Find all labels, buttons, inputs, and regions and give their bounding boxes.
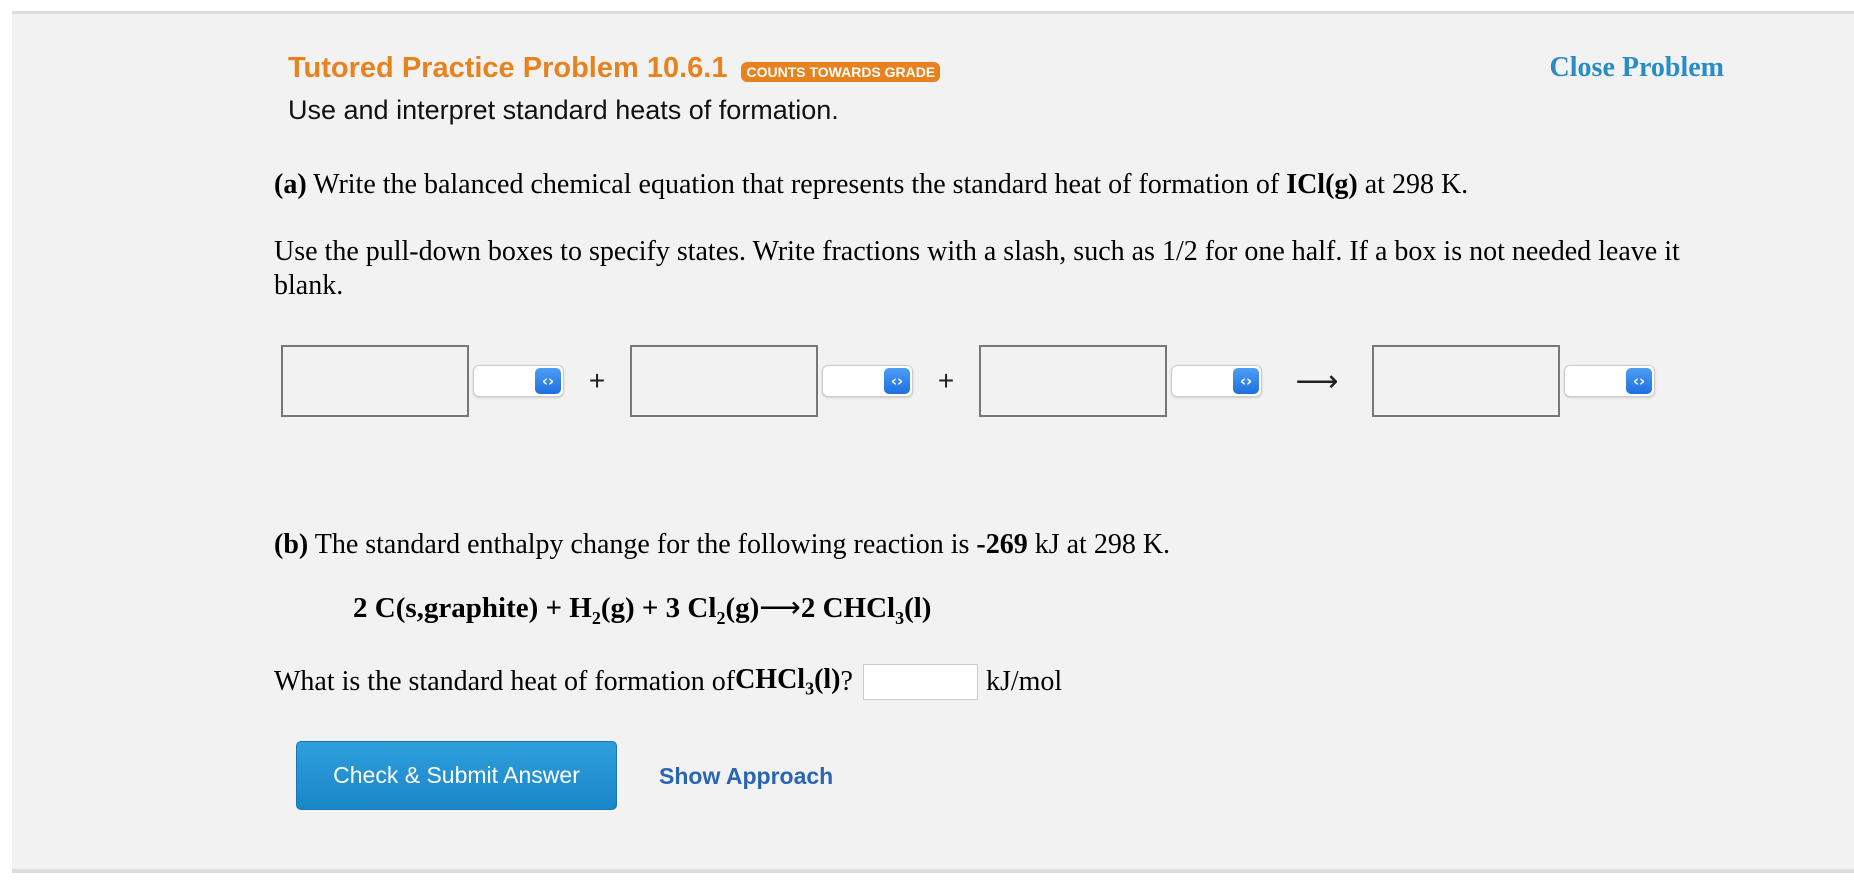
part-a-compound: ICl(g) [1286, 169, 1358, 200]
part-a-text: Write the balanced chemical equation that represents the standard heat of formation of [306, 169, 1287, 200]
part-a-label: (a) [274, 169, 307, 200]
reaction-subscript: 2 [716, 607, 726, 628]
product-formula-input[interactable] [1372, 345, 1560, 417]
question-text: What is the standard heat of formation of [274, 666, 736, 697]
reactant-3-state-select[interactable] [1171, 365, 1262, 397]
reaction-part: (l) [904, 592, 932, 624]
equation-builder [281, 344, 1655, 418]
reaction-arrow-icon: ⟶ [759, 592, 801, 624]
reaction-product: 2 CHCl [800, 592, 896, 624]
counts-towards-grade-badge: COUNTS TOWARDS GRADE [741, 62, 940, 82]
reactant-1-state-select[interactable] [473, 365, 564, 397]
reaction-part: 2 C(s,graphite) + H [353, 592, 592, 624]
question-compound: CHCl$_3$(l) [735, 664, 841, 699]
reaction-subscript: 3 [895, 607, 905, 628]
reactant-1-formula-input[interactable] [281, 345, 469, 417]
part-a-text-end: at 298 K. [1357, 169, 1469, 200]
problem-subtitle: Use and interpret standard heats of formation. [288, 95, 839, 125]
product-state-select[interactable] [1564, 365, 1655, 397]
reactant-2-state-select[interactable] [822, 365, 913, 397]
problem-panel [12, 11, 1854, 873]
plus-sign: + [588, 365, 606, 396]
enthalpy-value: -269 [976, 529, 1028, 560]
chevron-up-down-icon: ‹› [884, 368, 910, 394]
reactant-3-formula-input[interactable] [979, 345, 1167, 417]
heat-of-formation-answer-input[interactable] [863, 664, 978, 700]
question-mark: ? [840, 666, 853, 697]
chevron-up-down-icon: ‹› [1626, 368, 1652, 394]
show-approach-link[interactable]: Show Approach [659, 763, 834, 789]
reaction-subscript: 2 [591, 607, 601, 628]
part-b-text: The standard enthalpy change for the following reaction is [308, 529, 977, 560]
chevron-up-down-icon: ‹› [535, 368, 561, 394]
problem-title-text: Tutored Practice Problem 10.6.1 [288, 52, 728, 84]
reaction-arrow-icon: ⟶ [1295, 363, 1339, 399]
problem-title [288, 52, 940, 85]
check-submit-answer-button[interactable]: Check & Submit Answer [296, 741, 617, 810]
close-problem-link[interactable]: Close Problem [1549, 52, 1724, 83]
reaction-equation [353, 590, 931, 629]
chevron-up-down-icon: ‹› [1233, 368, 1259, 394]
part-b-label: (b) [274, 529, 309, 560]
part-b-question [274, 528, 1170, 562]
part-a-instructions: Use the pull-down boxes to specify states. Write fractions with a slash, such as 1/2 for one half. If a box is not needed leave it blank. [274, 236, 1680, 301]
heat-of-formation-question [274, 664, 1062, 700]
part-b-text-end: kJ at 298 K. [1027, 529, 1171, 560]
reaction-part: (g) + 3 Cl [600, 592, 717, 624]
part-a-question [274, 168, 1468, 202]
reactant-2-formula-input[interactable] [630, 345, 818, 417]
reaction-part: (g) [725, 592, 760, 624]
unit-label: kJ/mol [985, 666, 1063, 697]
plus-sign: + [937, 365, 955, 396]
